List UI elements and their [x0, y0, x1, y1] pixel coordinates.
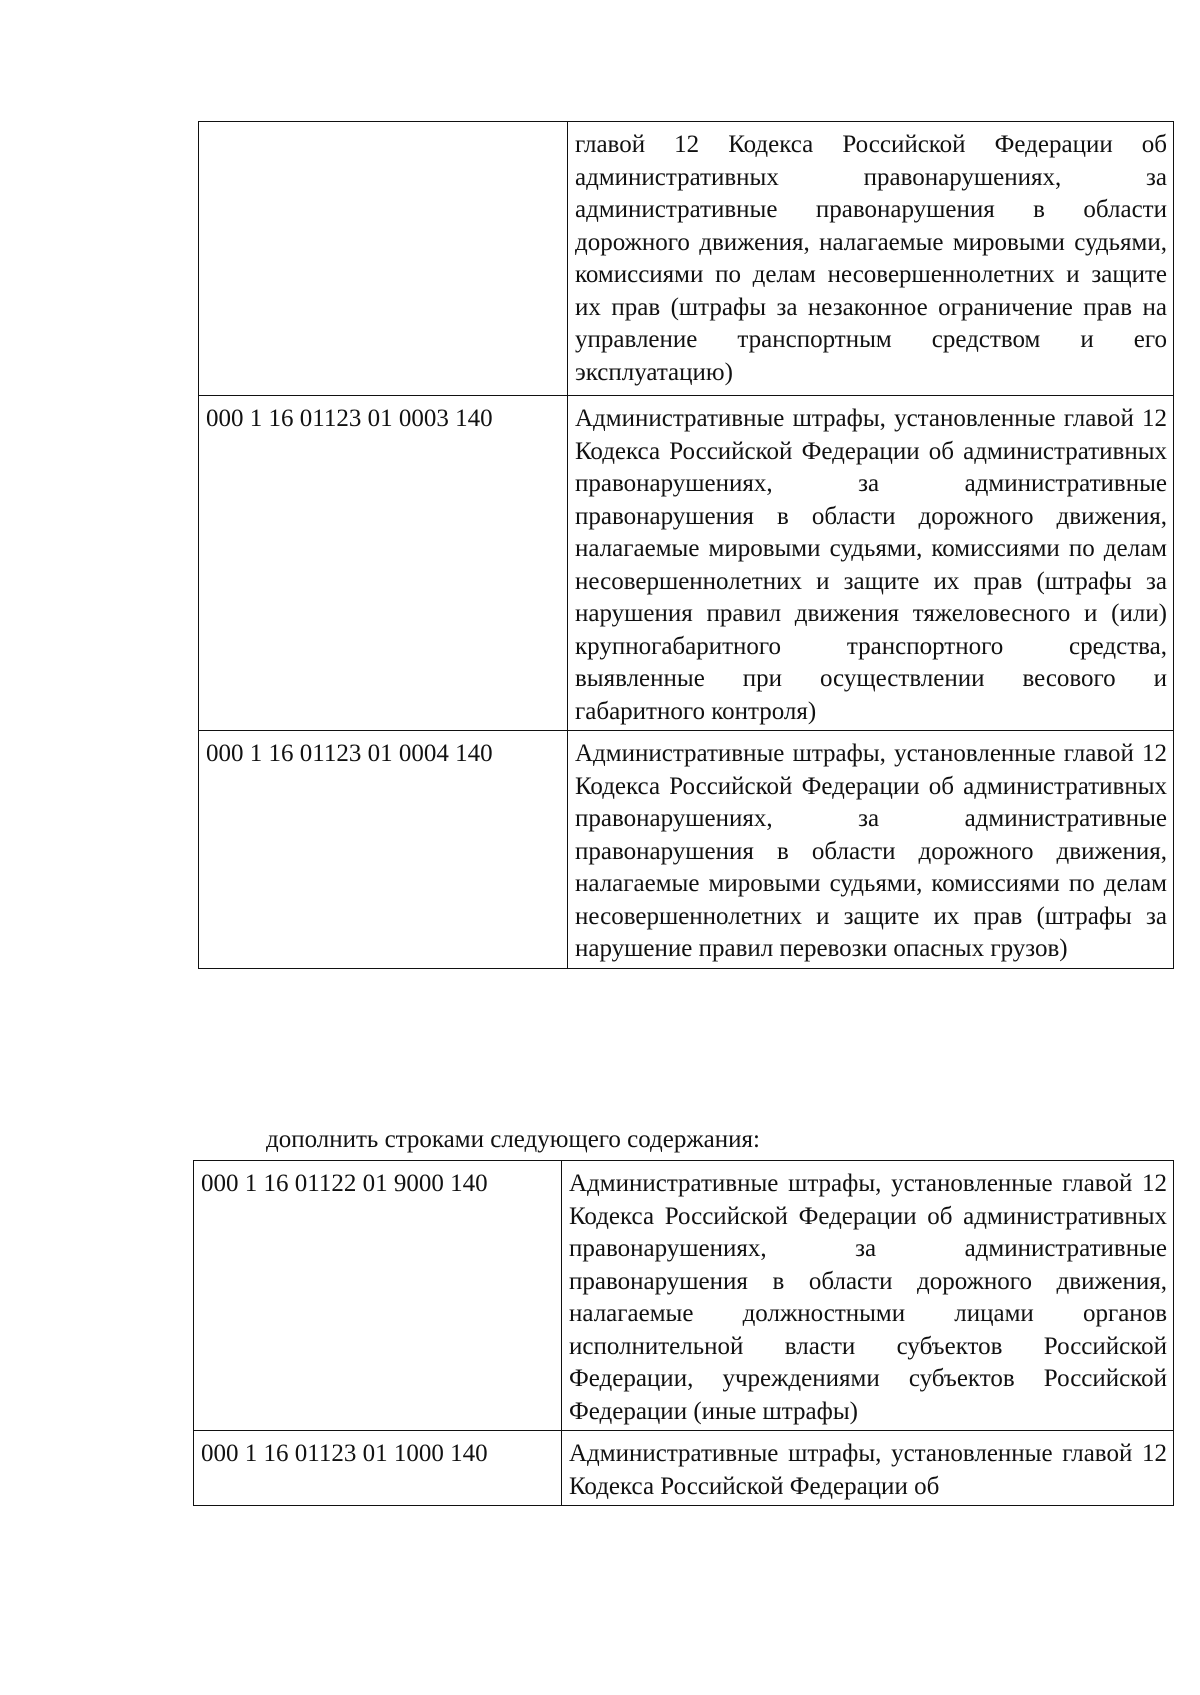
- budget-code-cell: 000 1 16 01123 01 1000 140: [194, 1431, 562, 1506]
- budget-code-cell: 000 1 16 01123 01 0003 140: [199, 396, 568, 731]
- description-cell: Административные штрафы, установленные главой 12 Кодекса Российской Федерации об: [562, 1431, 1174, 1506]
- table-row: [194, 1431, 1174, 1506]
- budget-code-cell: 000 1 16 01123 01 0004 140: [199, 731, 568, 969]
- budget-code-cell: [199, 122, 568, 396]
- budget-codes-table-added: [193, 1160, 1174, 1506]
- budget-code-cell: 000 1 16 01122 01 9000 140: [194, 1161, 562, 1431]
- description-cell: главой 12 Кодекса Российской Федерации об административных правонарушениях, за административные правонарушения в области дорожного движения, налагаемые мировыми судьями, комиссиями по делам несовершеннолетних и защите их прав (штрафы за незаконное ограничение прав на управление транспортным средством и его эксплуатацию): [568, 122, 1174, 396]
- table-row: [194, 1161, 1174, 1431]
- table-row: [199, 731, 1174, 969]
- table-row: [199, 122, 1174, 396]
- description-cell: Административные штрафы, установленные главой 12 Кодекса Российской Федерации об административных правонарушениях, за административные правонарушения в области дорожного движения, налагаемые должностными лицами органов исполнительной власти субъектов Российской Федерации, учреждениями субъектов Российской Федерации (иные штрафы): [562, 1161, 1174, 1431]
- table-row: [199, 396, 1174, 731]
- addition-instruction: дополнить строками следующего содержания:: [266, 1126, 760, 1153]
- description-cell: Административные штрафы, установленные главой 12 Кодекса Российской Федерации об административных правонарушениях, за административные правонарушения в области дорожного движения, налагаемые мировыми судьями, комиссиями по делам несовершеннолетних и защите их прав (штрафы за нарушение правил перевозки опасных грузов): [568, 731, 1174, 969]
- description-cell: Административные штрафы, установленные главой 12 Кодекса Российской Федерации об административных правонарушениях, за административные правонарушения в области дорожного движения, налагаемые мировыми судьями, комиссиями по делам несовершеннолетних и защите их прав (штрафы за нарушения правил движения тяжеловесного и (или) крупногабаритного транспортного средства, выявленные при осуществлении весового и габаритного контроля): [568, 396, 1174, 731]
- budget-codes-table-continued: [198, 121, 1174, 969]
